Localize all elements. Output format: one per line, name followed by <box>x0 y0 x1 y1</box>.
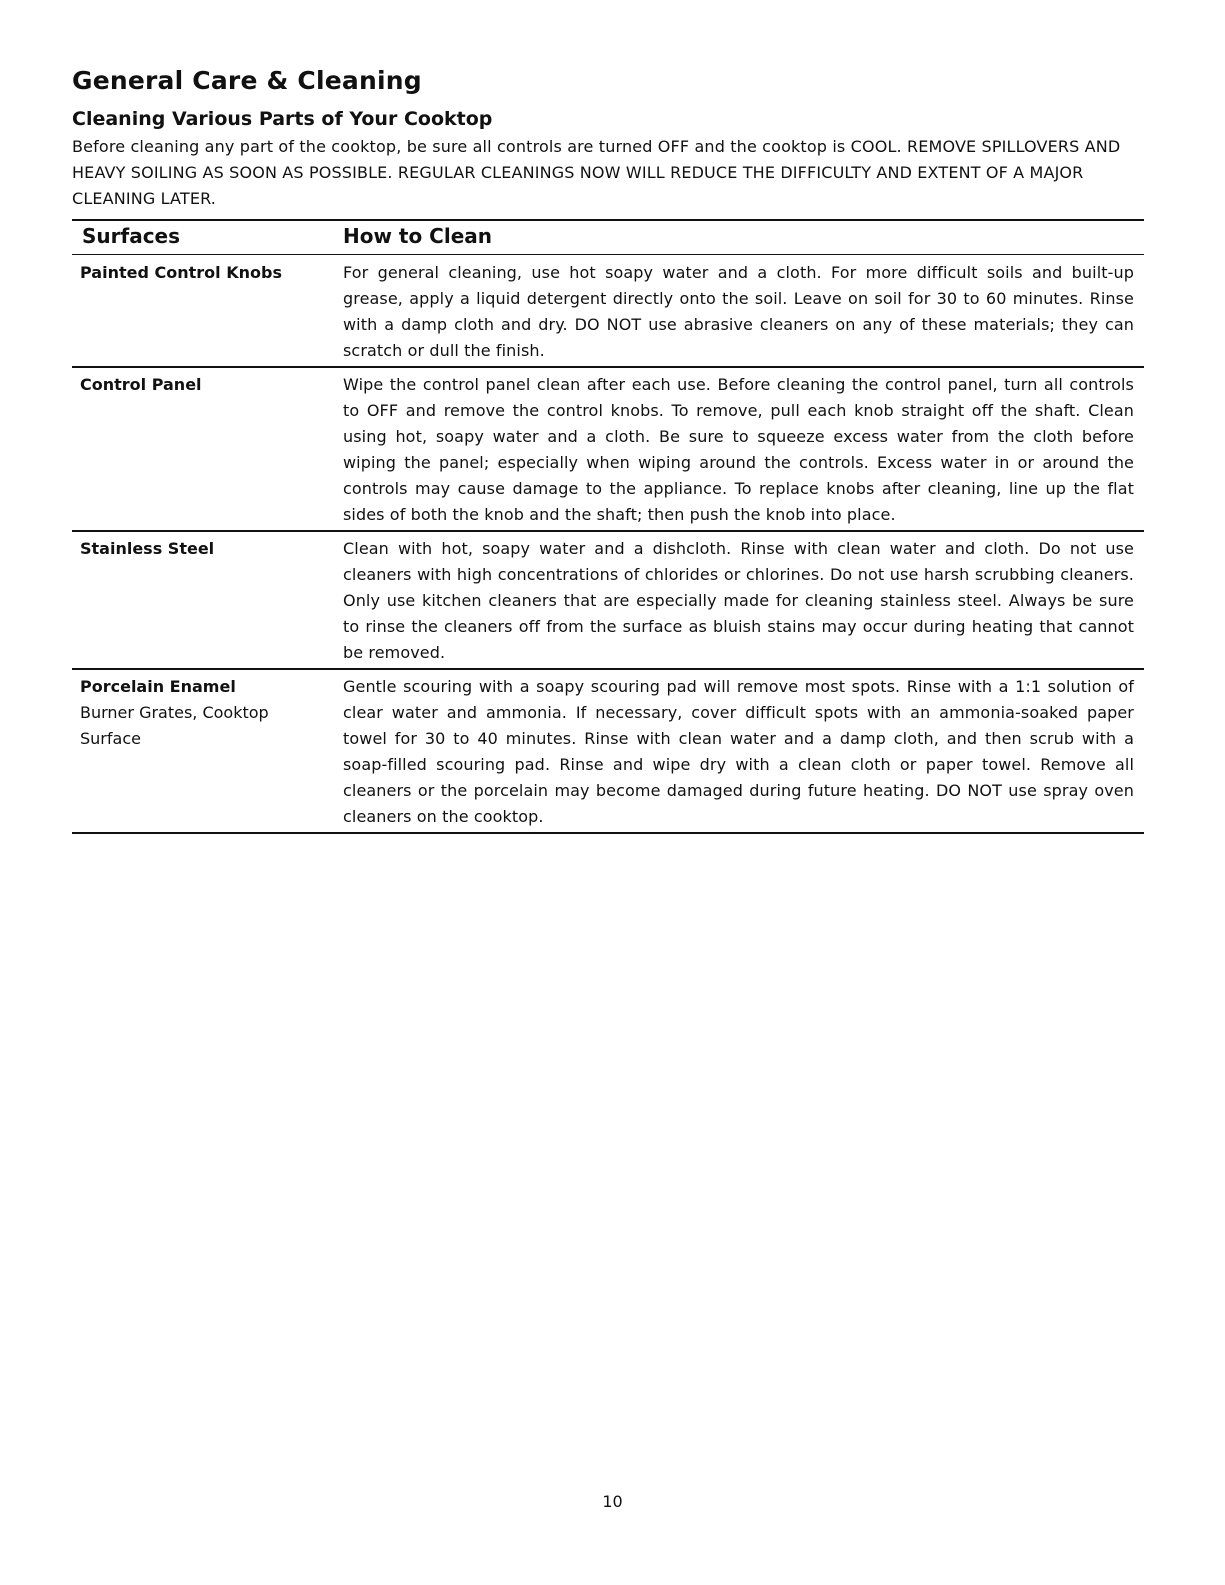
table-row <box>72 532 1144 670</box>
page-number: 10 <box>602 1492 623 1511</box>
surface-name: Stainless Steel <box>80 539 215 558</box>
table-row <box>72 256 1144 368</box>
how-to-clean-column-header: How to Clean <box>343 224 493 248</box>
surfaces-column-header: Surfaces <box>82 224 181 248</box>
how-to-clean-cell: Gentle scouring with a soapy scouring pad will remove most spots. Rinse with a 1:1 solution of clear water and ammonia. If necessary, cover difficult spots with an ammonia-soaked paper towel for 30 to 40 minutes. Rinse with clean water and a damp cloth, and then scrub with a soap-filled scouring pad. Rinse and wipe dry with a clean cloth or paper towel. Remove all cleaners or the porcelain may become damaged during future heating. DO NOT use spray oven cleaners on the cooktop. <box>343 677 1134 826</box>
surface-detail: Burner Grates, Cooktop Surface <box>80 703 269 748</box>
table-header-rule <box>72 254 1144 255</box>
section-title: Cleaning Various Parts of Your Cooktop <box>72 108 493 130</box>
surface-cell <box>80 260 330 286</box>
table-row <box>72 368 1144 532</box>
how-to-clean-cell: Wipe the control panel clean after each use. Before cleaning the control panel, turn all controls to OFF and remove the control knobs. To remove, pull each knob straight off the shaft. Clean using hot, soapy water and a cloth. Be sure to squeeze excess water from the cloth before wiping the panel; especially when wiping around the controls. Excess water in or around the controls may cause damage to the appliance. To replace knobs after cleaning, line up the flat sides of both the knob and the shaft; then push the knob into place. <box>343 375 1134 524</box>
how-to-clean-cell: For general cleaning, use hot soapy water and a cloth. For more difficult soils and built-up grease, apply a liquid detergent directly onto the soil. Leave on soil for 30 to 60 minutes. Rinse with a damp cloth and dry. DO NOT use abrasive cleaners on any of these materials; they can scratch or dull the finish. <box>343 263 1134 360</box>
surface-name: Painted Control Knobs <box>80 263 282 282</box>
cleaning-table <box>72 256 1144 834</box>
surface-cell <box>80 674 330 752</box>
surface-cell <box>80 372 330 398</box>
how-to-clean-cell: Clean with hot, soapy water and a dishcloth. Rinse with clean water and cloth. Do not use cleaners with high concentrations of chlorides or chlorines. Do not use harsh scrubbing cleaners. Only use kitchen cleaners that are especially made for cleaning stainless steel. Always be sure to rinse the cleaners off from the surface as bluish stains may occur during heating that cannot be removed. <box>343 539 1134 662</box>
surface-name: Control Panel <box>80 375 202 394</box>
intro-paragraph: Before cleaning any part of the cooktop, be sure all controls are turned OFF and the cooktop is COOL. REMOVE SPILLOVERS AND HEAVY SOILING AS SOON AS POSSIBLE. REGULAR CLEANINGS NOW WILL REDUCE THE DIFFICULTY AND EXTENT OF A MAJOR CLEANING LATER. <box>72 137 1121 208</box>
surface-cell <box>80 536 330 562</box>
page-title: General Care & Cleaning <box>72 66 422 95</box>
table-row <box>72 670 1144 834</box>
table-header <box>72 224 1144 254</box>
table-top-rule <box>72 219 1144 221</box>
surface-name: Porcelain Enamel <box>80 677 236 696</box>
